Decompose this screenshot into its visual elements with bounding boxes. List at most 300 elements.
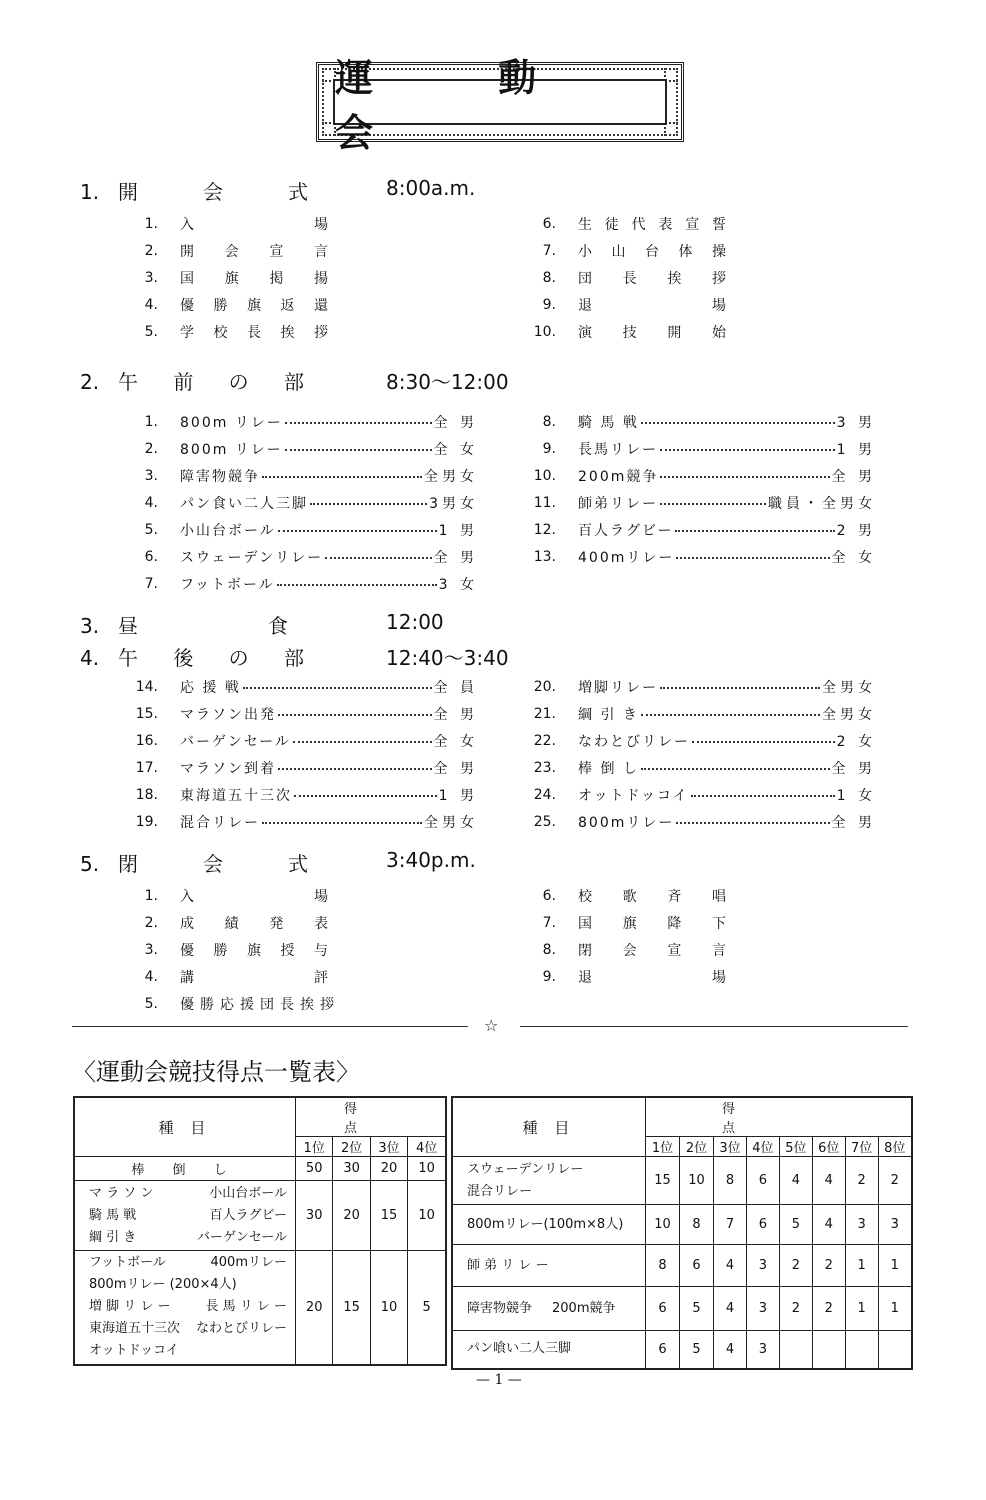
item-label-char: 体 — [678, 244, 695, 260]
program-event — [118, 439, 478, 459]
score-value: 2 — [845, 1157, 878, 1205]
score-value: 2 — [779, 1287, 812, 1331]
participants: 3男女 — [429, 496, 478, 512]
program-event — [118, 731, 478, 751]
item-label-char: 拶 — [314, 325, 330, 341]
item-label-char: 優 — [180, 943, 196, 959]
score-row — [74, 1157, 446, 1181]
leader-dots — [278, 760, 432, 770]
score-value: 2 — [812, 1287, 845, 1331]
item-label-char: 歌 — [622, 889, 639, 905]
event-name: 800m リレー — [180, 415, 283, 431]
item-label-char: 揚 — [313, 271, 330, 287]
event-cell — [452, 1245, 646, 1287]
ceremony-item — [118, 241, 330, 261]
program-event — [516, 466, 876, 486]
leader-dots — [676, 814, 829, 824]
item-label-char: 生 — [578, 217, 594, 233]
ceremony-item — [516, 214, 728, 234]
score-table-right — [451, 1096, 913, 1370]
program-event — [516, 493, 876, 513]
item-label-char: 降 — [667, 916, 684, 932]
score-value: 3 — [746, 1331, 779, 1369]
event-name: バーゲンセール — [180, 734, 291, 750]
score-value: 10 — [408, 1181, 446, 1251]
item-label-char: 長 — [247, 325, 263, 341]
item-label-char: 評 — [314, 970, 330, 986]
item-label-char: 斉 — [667, 889, 684, 905]
score-value: 4 — [812, 1205, 845, 1245]
item-number: 3. — [144, 270, 158, 286]
event-name: オットドッコイ — [89, 1343, 179, 1359]
event-name: フットボール — [180, 577, 275, 593]
event-cell — [452, 1157, 646, 1205]
participants: 職員・全男女 — [768, 496, 876, 512]
item-label — [578, 886, 728, 906]
participants: 全 男 — [433, 550, 478, 566]
page-number: — 1 — — [476, 1372, 522, 1388]
item-label-char: 与 — [314, 943, 330, 959]
item-label-char: 場 — [712, 970, 728, 986]
item-label-char: 旗 — [224, 271, 241, 287]
score-table-left — [73, 1096, 447, 1366]
program-event — [118, 574, 478, 594]
section-name-char: の — [228, 646, 249, 670]
item-number: 15. — [135, 706, 158, 722]
item-label-char: 勝 — [200, 997, 216, 1013]
score-value: 4 — [812, 1157, 845, 1205]
score-value: 5 — [680, 1287, 714, 1331]
score-value: 15 — [333, 1251, 370, 1365]
item-label-char: 代 — [631, 217, 648, 233]
item-label — [578, 940, 728, 960]
item-label-char: 開 — [667, 325, 684, 341]
event-name: 400mリレー — [578, 550, 675, 566]
score-value: 5 — [408, 1251, 446, 1365]
score-value: 10 — [680, 1157, 714, 1205]
score-value: 8 — [714, 1157, 747, 1205]
program-event — [118, 785, 478, 805]
item-label-char: 入 — [180, 217, 196, 233]
item-label-char: 唱 — [711, 889, 728, 905]
event-name: 小山台ボール — [209, 1185, 287, 1201]
item-number: 4. — [144, 495, 158, 511]
section-name-char: 部 — [283, 646, 304, 670]
program-event — [516, 520, 876, 540]
score-value: 6 — [646, 1331, 680, 1369]
score-value: 4 — [714, 1331, 747, 1369]
leader-dots — [310, 495, 427, 505]
score-value — [779, 1331, 812, 1369]
item-label-char: 校 — [578, 889, 594, 905]
section-time: 3:40p.m. — [386, 848, 476, 872]
score-rows — [452, 1157, 912, 1369]
title-inner — [333, 55, 667, 155]
item-number: 6. — [144, 549, 158, 565]
participants: 1 男 — [438, 523, 478, 539]
item-number: 4. — [144, 969, 158, 985]
score-value: 4 — [714, 1287, 747, 1331]
event-name: 増 脚 リ レ ー — [89, 1299, 171, 1315]
item-number: 11. — [533, 495, 556, 511]
event-name: マラソン出発 — [180, 707, 276, 723]
section-lunch — [80, 610, 444, 639]
score-value: 10 — [408, 1157, 446, 1181]
item-label-char: 表 — [313, 916, 330, 932]
item-label-char: 挨 — [667, 271, 684, 287]
leader-dots — [294, 787, 437, 797]
score-row — [452, 1245, 912, 1287]
item-number: 3. — [144, 942, 158, 958]
item-label-char: 成 — [180, 916, 196, 932]
event-name: 騎 馬 戦 — [89, 1207, 137, 1223]
leader-dots — [325, 549, 431, 559]
ceremony-item — [118, 322, 330, 342]
ceremony-item — [118, 994, 340, 1014]
item-label-char: 宣 — [685, 217, 702, 233]
program-event — [516, 704, 876, 724]
ceremony-item — [118, 940, 330, 960]
score-row — [74, 1181, 446, 1251]
event-name: 棒 倒 し — [131, 1163, 239, 1178]
item-label-char: 始 — [711, 325, 728, 341]
rank-header: 2位 — [333, 1137, 370, 1157]
item-number: 8. — [542, 942, 556, 958]
score-rows — [74, 1157, 446, 1365]
event-name: 400mリレー — [210, 1255, 287, 1271]
event-name: 800mリレー — [578, 815, 675, 831]
event-name: なわとびリレー — [195, 1321, 287, 1337]
event-name: フットボール — [89, 1255, 166, 1271]
section-name-char: 部 — [283, 370, 304, 394]
section-name — [118, 642, 384, 671]
item-number: 10. — [533, 324, 556, 340]
section-number: 3. — [80, 614, 100, 638]
item-label-char: 旗 — [247, 298, 263, 314]
event-name: 師弟リレー — [578, 496, 658, 512]
item-label-char: 団 — [578, 271, 594, 287]
section-name-char: 開 — [118, 180, 138, 204]
rank-header: 2位 — [680, 1137, 714, 1157]
score-value: 3 — [746, 1245, 779, 1287]
section-name-char: 午 — [118, 646, 138, 670]
section-time: 12:00 — [386, 610, 444, 634]
event-name: パン食い二人三脚 — [180, 496, 308, 512]
page-title: 運 動 会 — [335, 55, 593, 155]
section-name — [118, 610, 384, 639]
item-label-char: 拶 — [711, 271, 728, 287]
program-event — [118, 812, 478, 832]
score-value — [878, 1331, 912, 1369]
item-number: 6. — [542, 888, 556, 904]
section-opening-ceremony — [80, 176, 476, 205]
event-cell — [74, 1157, 296, 1181]
item-label — [180, 967, 330, 987]
leader-dots — [243, 679, 432, 689]
item-label-char: 場 — [314, 889, 330, 905]
item-label-char: 講 — [180, 970, 196, 986]
event-name: 800mリレー(100m×8人) — [467, 1216, 624, 1232]
item-label — [180, 295, 330, 315]
program-event — [516, 785, 876, 805]
leader-dots — [660, 495, 766, 505]
score-value: 20 — [296, 1251, 333, 1365]
item-label — [180, 940, 330, 960]
participants: 全 員 — [433, 680, 478, 696]
points-header: 得 点 — [646, 1097, 913, 1137]
event-name: オットドッコイ — [578, 788, 689, 804]
item-number: 14. — [135, 679, 158, 695]
item-label-char: 場 — [712, 298, 728, 314]
event-pair — [89, 1227, 295, 1249]
score-value: 4 — [779, 1157, 812, 1205]
item-label-char: 旗 — [247, 943, 263, 959]
item-label — [578, 295, 728, 315]
ceremony-item — [516, 886, 728, 906]
participants: 1 女 — [836, 788, 876, 804]
score-value: 10 — [370, 1251, 407, 1365]
ceremony-item — [516, 913, 728, 933]
item-label-char: 返 — [280, 298, 297, 314]
item-label — [180, 268, 330, 288]
event-name: 棒 倒 し — [578, 761, 639, 777]
section-name — [118, 848, 384, 877]
item-label-char: 拶 — [320, 997, 336, 1013]
item-label-char: 長 — [622, 271, 639, 287]
rank-header: 8位 — [878, 1137, 912, 1157]
score-value: 3 — [878, 1205, 912, 1245]
event-name: 800m リレー — [180, 442, 283, 458]
section-closing-ceremony — [80, 848, 476, 877]
rank-header: 1位 — [296, 1137, 333, 1157]
event-name: 東海道五十三次 — [89, 1321, 181, 1337]
score-value: 7 — [714, 1205, 747, 1245]
leader-dots — [293, 733, 432, 743]
participants: 全 男 — [433, 415, 478, 431]
item-label — [578, 214, 728, 234]
program-event — [118, 466, 478, 486]
event-name: スウェーデンリレー — [180, 550, 324, 566]
event-cell — [74, 1251, 296, 1365]
item-number: 1. — [144, 216, 158, 232]
item-number: 6. — [542, 216, 556, 232]
event-name: 百人ラグビー — [578, 523, 674, 539]
item-label-char: 還 — [314, 298, 330, 314]
item-label-char: 旗 — [622, 916, 639, 932]
section-name-char: 会 — [203, 180, 223, 204]
event-name: 混合リレー — [467, 1183, 533, 1199]
leader-dots — [675, 522, 834, 532]
rank-header: 4位 — [746, 1137, 779, 1157]
leader-dots — [660, 468, 829, 478]
rank-header: 4位 — [408, 1137, 446, 1157]
participants: 全男女 — [822, 707, 876, 723]
item-number: 10. — [533, 468, 556, 484]
item-number: 8. — [542, 414, 556, 430]
item-label — [180, 241, 330, 261]
participants: 1 男 — [438, 788, 478, 804]
item-label-char: 技 — [622, 325, 639, 341]
score-row — [74, 1251, 446, 1365]
item-label-char: 台 — [645, 244, 661, 260]
item-label-char: 表 — [658, 217, 675, 233]
separator-star-icon: ☆ — [484, 1016, 499, 1035]
score-value: 15 — [646, 1157, 680, 1205]
event-name: 800mリレー (200×4人) — [89, 1277, 237, 1293]
item-number: 5. — [144, 522, 158, 538]
leader-dots — [641, 760, 830, 770]
item-label-char: 応 — [220, 997, 236, 1013]
score-value: 1 — [878, 1245, 912, 1287]
item-label-char: 掲 — [269, 271, 286, 287]
section-name — [118, 366, 384, 395]
item-label — [578, 967, 728, 987]
section-name-char: の — [228, 370, 249, 394]
rank-header: 5位 — [779, 1137, 812, 1157]
event-pair — [89, 1183, 295, 1205]
score-value: 1 — [878, 1287, 912, 1331]
ceremony-item — [118, 268, 330, 288]
item-label-char: 勝 — [213, 298, 230, 314]
program-event — [118, 677, 478, 697]
participants: 1 男 — [836, 442, 876, 458]
event-cell — [452, 1287, 646, 1331]
section-name-char: 食 — [268, 614, 288, 638]
event-header: 種 目 — [74, 1097, 296, 1157]
item-label-char: 閉 — [578, 943, 594, 959]
section-name-char: 午 — [118, 370, 138, 394]
event-name: 綱 引 き — [578, 707, 639, 723]
section-name-char: 昼 — [118, 614, 138, 638]
item-label-char: 学 — [180, 325, 196, 341]
participants: 全男女 — [424, 815, 478, 831]
score-value: 8 — [680, 1205, 714, 1245]
item-label-char: 挨 — [280, 325, 297, 341]
score-value — [845, 1331, 878, 1369]
ceremony-item — [118, 886, 330, 906]
score-table-title: 〈運動会競技得点一覧表〉 — [72, 1058, 360, 1086]
item-number: 12. — [533, 522, 556, 538]
item-label-char: 操 — [712, 244, 728, 260]
item-number: 5. — [144, 996, 158, 1012]
score-value: 5 — [779, 1205, 812, 1245]
event-name: 障害物競争 — [467, 1300, 533, 1316]
leader-dots — [285, 441, 432, 451]
score-value: 2 — [779, 1245, 812, 1287]
score-value: 30 — [296, 1181, 333, 1251]
item-number: 4. — [144, 297, 158, 313]
item-label-char: 優 — [180, 997, 196, 1013]
leader-dots — [285, 414, 432, 424]
item-label-char: 発 — [269, 916, 286, 932]
score-value: 6 — [680, 1245, 714, 1287]
score-value: 2 — [878, 1157, 912, 1205]
participants: 全 男 — [831, 815, 876, 831]
item-number: 1. — [144, 888, 158, 904]
score-value: 10 — [646, 1205, 680, 1245]
rank-header: 6位 — [812, 1137, 845, 1157]
participants: 2 男 — [836, 523, 876, 539]
item-label — [578, 913, 728, 933]
program-event — [516, 758, 876, 778]
score-value: 6 — [746, 1205, 779, 1245]
item-number: 3. — [144, 468, 158, 484]
item-number: 8. — [542, 270, 556, 286]
rank-header: 7位 — [845, 1137, 878, 1157]
participants: 全男女 — [424, 469, 478, 485]
score-value: 5 — [680, 1331, 714, 1369]
score-row — [452, 1331, 912, 1369]
score-value: 4 — [714, 1245, 747, 1287]
event-pair — [89, 1252, 295, 1274]
section-name-char: 後 — [173, 646, 194, 670]
score-value: 3 — [746, 1287, 779, 1331]
participants: 全男女 — [822, 680, 876, 696]
ceremony-item — [118, 913, 330, 933]
item-label-char: 優 — [180, 298, 196, 314]
leader-dots — [660, 441, 835, 451]
score-value: 6 — [646, 1287, 680, 1331]
score-value: 1 — [845, 1287, 878, 1331]
section-name-char: 式 — [288, 852, 308, 876]
item-label-char: 校 — [213, 325, 230, 341]
item-label — [180, 214, 330, 234]
event-pair — [89, 1296, 295, 1318]
separator-line-right — [520, 1026, 908, 1027]
score-row — [452, 1287, 912, 1331]
item-label-char: 宣 — [269, 244, 286, 260]
score-value — [812, 1331, 845, 1369]
points-header: 得 点 — [296, 1097, 447, 1137]
item-number: 2. — [144, 915, 158, 931]
event-name: 百人ラグビー — [209, 1207, 287, 1223]
item-label-char: 勝 — [213, 943, 230, 959]
section-name-char: 前 — [173, 370, 194, 394]
item-label-char: 言 — [313, 244, 330, 260]
score-value: 6 — [746, 1157, 779, 1205]
participants: 全 男 — [433, 761, 478, 777]
participants: 全 男 — [831, 761, 876, 777]
score-row — [452, 1205, 912, 1245]
item-number: 9. — [542, 969, 556, 985]
score-value: 3 — [845, 1205, 878, 1245]
ceremony-item — [118, 967, 330, 987]
item-label-char: 国 — [180, 271, 196, 287]
item-number: 24. — [533, 787, 556, 803]
event-name: マラソン到着 — [180, 761, 276, 777]
item-label — [180, 913, 330, 933]
participants: 2 女 — [836, 734, 876, 750]
program-event — [118, 547, 478, 567]
program-event — [118, 520, 478, 540]
ceremony-item — [516, 241, 728, 261]
item-label-char: 団 — [260, 997, 276, 1013]
event-pair — [89, 1318, 295, 1340]
item-label-char: 績 — [224, 916, 241, 932]
participants: 全 女 — [831, 550, 876, 566]
item-label-char: 小 — [578, 244, 594, 260]
item-label-char: 援 — [240, 997, 256, 1013]
section-time: 8:30〜12:00 — [386, 370, 509, 394]
item-number: 21. — [533, 706, 556, 722]
program-event — [118, 412, 478, 432]
event-name: 障害物競争 — [180, 469, 260, 485]
section-number: 1. — [80, 180, 100, 204]
item-label — [578, 241, 728, 261]
section-time: 8:00a.m. — [386, 176, 476, 200]
program-event — [118, 758, 478, 778]
item-label-char: 演 — [578, 325, 594, 341]
